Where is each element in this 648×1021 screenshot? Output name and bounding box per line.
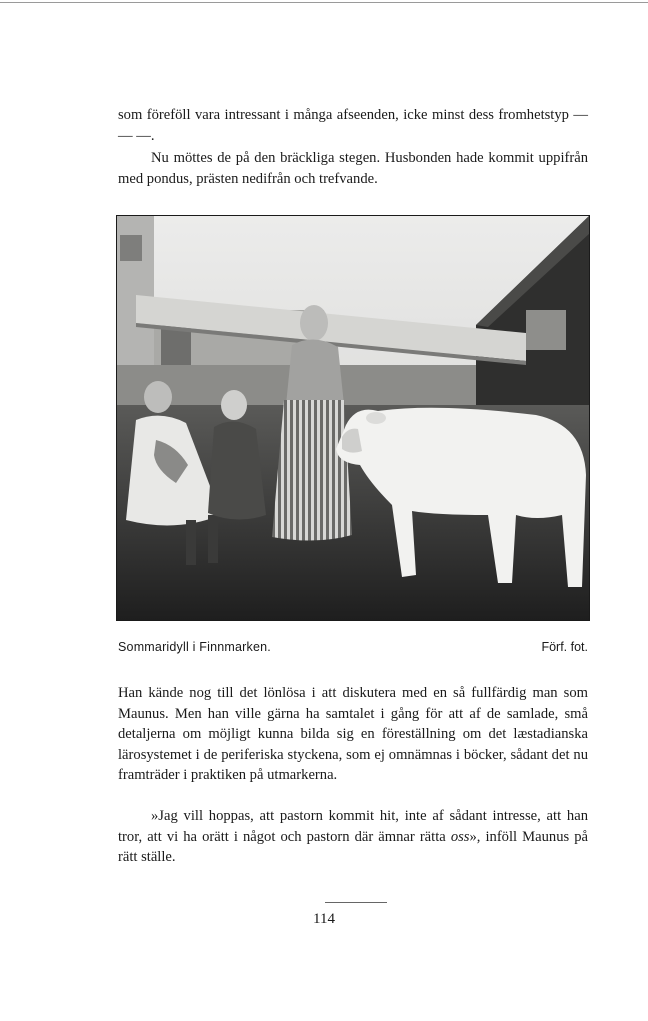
quote-emphasis: oss [450, 828, 470, 845]
paragraph-discussion: Han kände nog till det lönlösa i att diskutera med en så fullfärdig man som Maunus. Men han ville gärna ha samtalet i gång för att af de samlade, små detaljerna om möjligt kunna bilda sig en föreställning om det læstadianska lärosystemet i de periferiska styckena, som ej omnämnas i böcker, sådant det nu framträder i praktiken på utmarkerna. [118, 685, 588, 783]
paragraph-stairs: Nu möttes de på den bräckliga stegen. Husbonden hade kommit uppifrån med pondus, prästen nedifrån och trefvande. [118, 150, 588, 187]
photo-credit: Förf. fot. [541, 640, 588, 654]
paragraph-continuation: som föreföll vara intressant i många afseenden, icke minst dess fromhetstyp — — —. [118, 107, 588, 144]
photograph-summer-idyll [116, 215, 590, 621]
paragraph-maunus-quote [118, 806, 588, 868]
page-number-rule [325, 902, 387, 903]
page-number: 114 [313, 911, 335, 927]
figure-caption: Sommaridyll i Finnmarken. [118, 640, 271, 654]
quote-text-start: »Jag vill hoppas, att pastorn kommit hit, inte af sådant intresse, att han tror, att vi ha orätt i något och pastorn där ämnar rätta [118, 808, 588, 845]
quote-text-end: », inföll Maunus på rätt ställe. [118, 828, 588, 865]
top-edge-rule [0, 2, 648, 3]
